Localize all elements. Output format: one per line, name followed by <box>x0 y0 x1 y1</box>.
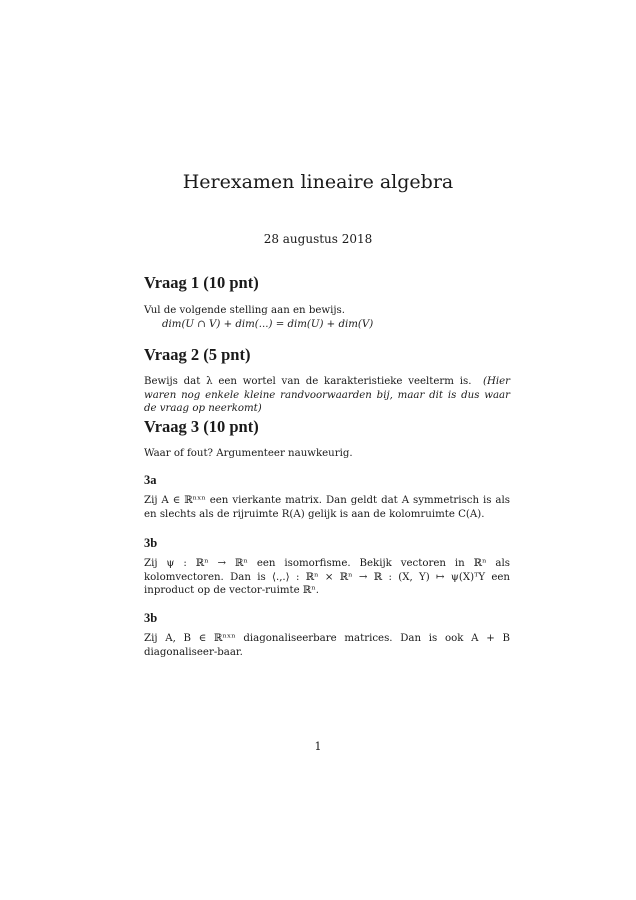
question-3a-text: Zij A ∈ ℝⁿˣⁿ een vierkante matrix. Dan geldt dat A symmetrisch is als en slechts als de rijruimte R(A) gelijk is aan de kolomruimte C(A). <box>144 495 510 520</box>
question-1-heading: Vraag 1 (10 pnt) <box>144 273 259 292</box>
question-3c-text: Zij A, B ∈ ℝⁿˣⁿ diagonaliseerbare matrices. Dan is ook A + B diagonaliseer-baar. <box>144 633 510 658</box>
question-2-text: Bewijs dat λ een wortel van de karakteristieke veelterm is. <box>144 376 472 387</box>
page-number: 1 <box>314 740 322 753</box>
question-3b-text: Zij ψ : ℝⁿ → ℝⁿ een isomorfisme. Bekijk vectoren in ℝⁿ als kolomvectoren. Dan is ⟨.,.⟩ : ℝⁿ × ℝⁿ → ℝ : (X, Y) ↦ ψ(X)ᵀY een inproduct op de vector-ruimte ℝⁿ. <box>144 558 510 597</box>
question-1-instruction: Vul de volgende stelling aan en bewijs. <box>144 305 345 316</box>
question-1-body <box>144 304 510 331</box>
document-title: Herexamen lineaire algebra <box>182 171 454 193</box>
question-2-heading: Vraag 2 (5 pnt) <box>144 345 251 364</box>
document-date: 28 augustus 2018 <box>263 232 373 246</box>
question-3-heading: Vraag 3 (10 pnt) <box>144 417 259 436</box>
question-3a-heading: 3a <box>144 473 157 487</box>
question-2-note: (Hier waren nog enkele kleine randvoorwaarden bij, maar dit is dus waar de vraag op neerkomt) <box>144 376 510 415</box>
question-3b-heading: 3b <box>144 536 158 550</box>
question-3c-heading: 3b <box>144 611 158 625</box>
question-2-body <box>144 375 510 416</box>
question-3-intro: Waar of fout? Argumenteer nauwkeurig. <box>144 448 353 459</box>
question-1-formula: dim(U ∩ V) + dim(...) = dim(U) + dim(V) <box>162 318 374 330</box>
